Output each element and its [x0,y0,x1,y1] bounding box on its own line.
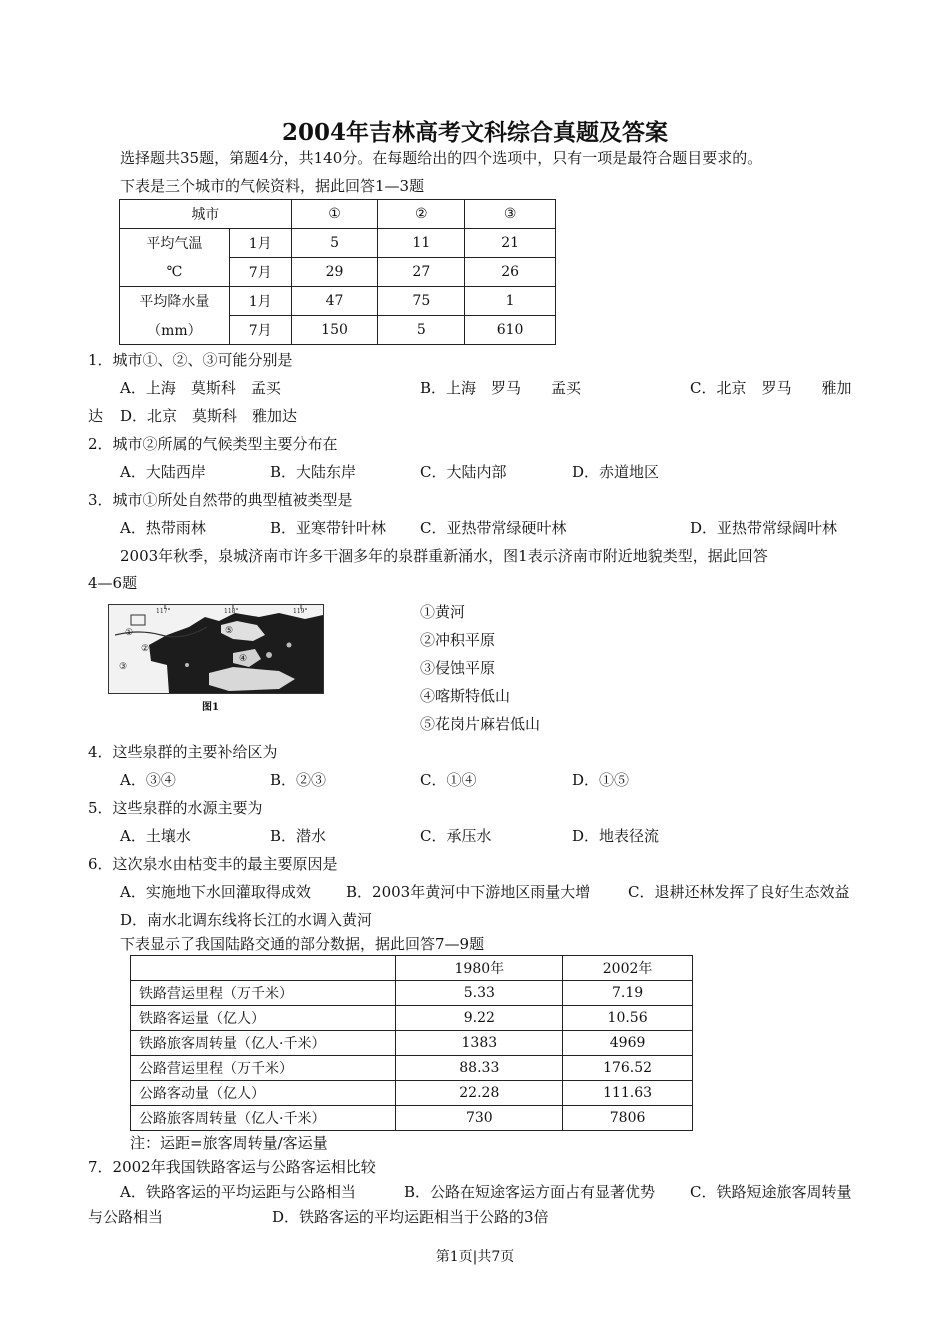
figure-label: 图1 [202,702,219,713]
q4-option-a: A．③④ [120,771,176,789]
row-label: 公路客动量（亿人） [131,1081,396,1106]
table-cell: 150 [291,316,378,345]
month-jul: 7月 [229,316,291,345]
header-blank [131,956,396,981]
table-row [131,981,693,1006]
lon-119-label: 119° [293,608,308,615]
header-2002: 2002年 [563,956,693,981]
legend-item: ②冲积平原 [420,631,496,649]
table-cell: 29 [291,258,378,287]
q3-option-c: C．亚热带常绿硬叶林 [420,519,567,537]
q6-stem: 6．这次泉水由枯变丰的最主要原因是 [88,855,338,873]
intro-text: 选择题共35题，第题4分，共140分。在每题给出的四个选项中，只有一项是最符合题目要求的。 [120,149,763,167]
row-label: 铁路营运里程（万千米） [131,981,396,1006]
lon-118-label: 118° [224,608,239,615]
table-cell: 47 [291,287,378,316]
legend-item: ①黄河 [420,603,466,621]
landform-map [108,604,324,694]
header-1980: 1980年 [396,956,563,981]
header-city-1: ① [291,200,378,229]
q7-option-c-cont: 与公路相当 [88,1208,164,1226]
lon-117-label: 117° [156,608,171,615]
table-cell: 7.19 [563,981,693,1006]
transport-table [130,955,693,1131]
table-cell: 5 [378,316,465,345]
q3-option-b: B．亚寒带针叶林 [270,519,387,537]
map-marker-2: ② [141,644,150,654]
row-label: 铁路旅客周转量（亿人·千米） [131,1031,396,1056]
month-jan: 1月 [229,287,291,316]
row-label: 铁路客运量（亿人） [131,1006,396,1031]
label-temp-b: ℃ [120,258,230,287]
climate-table [119,199,556,345]
row-label: 公路旅客周转量（亿人·千米） [131,1106,396,1131]
q4-option-d: D．①⑤ [572,771,630,789]
table-cell: 111.63 [563,1081,693,1106]
label-temp-a: 平均气温 [120,229,230,258]
q7-option-b: B．公路在短途客运方面占有显著优势 [404,1183,656,1201]
table-cell: 1383 [396,1031,563,1056]
table-cell: 176.52 [563,1056,693,1081]
page-title: 2004年吉林高考文科综合真题及答案 [281,119,668,146]
q6-option-b: B．2003年黄河中下游地区雨量大增 [346,883,591,901]
label-rain-b: （mm） [120,316,230,345]
month-jan: 1月 [229,229,291,258]
table-cell: 730 [396,1106,563,1131]
q1-stem: 1．城市①、②、③可能分别是 [88,351,293,369]
q5-option-c: C．承压水 [420,827,492,845]
q2-option-a: A．大陆西岸 [120,463,206,481]
table-row [131,1081,693,1106]
q2-stem: 2．城市②所属的气候类型主要分布在 [88,435,338,453]
legend-item: ⑤花岗片麻岩低山 [420,715,541,733]
table-row [131,1056,693,1081]
table-cell: 26 [465,258,556,287]
q6-option-d: D．南水北调东线将长江的水调入黄河 [120,911,373,929]
q2-option-c: C．大陆内部 [420,463,507,481]
row-label: 公路营运里程（万千米） [131,1056,396,1081]
q4-option-c: C．①④ [420,771,477,789]
q1-option-a: A．上海 莫斯科 孟买 [120,379,281,397]
q1-option-c: C．北京 罗马 雅加 [690,379,852,397]
q5-option-a: A．土壤水 [120,827,191,845]
table-cell: 5 [291,229,378,258]
table-row [131,1031,693,1056]
passage2-line1: 2003年秋季，泉城济南市许多干涸多年的泉群重新涌水，图1表示济南市附近地貌类型，据此回答 [120,547,768,565]
q5-option-b: B．潜水 [270,827,327,845]
header-city: 城市 [120,200,292,229]
q3-option-a: A．热带雨林 [120,519,206,537]
table-cell: 5.33 [396,981,563,1006]
map-marker-5: ⑤ [225,626,234,636]
map-graphic [109,605,323,693]
legend-item: ④喀斯特低山 [420,687,511,705]
table-row [131,1006,693,1031]
q3-stem: 3．城市①所处自然带的典型植被类型是 [88,491,353,509]
passage2-line2: 4—6题 [88,574,138,592]
q7-option-a: A．铁路客运的平均运距与公路相当 [120,1183,356,1201]
table-cell: 4969 [563,1031,693,1056]
table-cell: 75 [378,287,465,316]
q4-stem: 4．这些泉群的主要补给区为 [88,743,278,761]
q7-stem: 7．2002年我国铁路客运与公路客运相比较 [88,1158,376,1176]
table-cell: 11 [378,229,465,258]
q6-option-c: C．退耕还林发挥了良好生态效益 [628,883,850,901]
table-row [131,1106,693,1131]
table2-note: 注：运距=旅客周转量/客运量 [130,1134,328,1152]
table-cell: 1 [465,287,556,316]
table2-intro: 下表显示了我国陆路交通的部分数据，据此回答7—9题 [120,935,485,953]
q3-option-d: D．亚热带常绿阔叶林 [690,519,838,537]
q2-option-d: D．赤道地区 [572,463,660,481]
q2-option-b: B．大陆东岸 [270,463,357,481]
table-cell: 10.56 [563,1006,693,1031]
q7-option-c: C．铁路短途旅客周转量 [690,1183,852,1201]
q1-option-b: B．上海 罗马 孟买 [420,379,582,397]
table-cell: 7806 [563,1106,693,1131]
q1-option-c-cont: 达 [88,407,104,425]
legend-item: ③侵蚀平原 [420,659,496,677]
table1-intro: 下表是三个城市的气候资料，据此回答1—3题 [120,177,425,195]
table-cell: 88.33 [396,1056,563,1081]
q5-stem: 5．这些泉群的水源主要为 [88,799,263,817]
q4-option-b: B．②③ [270,771,327,789]
q6-option-a: A．实施地下水回灌取得成效 [120,883,311,901]
table-cell: 21 [465,229,556,258]
header-city-3: ③ [465,200,556,229]
table-cell: 610 [465,316,556,345]
q5-option-d: D．地表径流 [572,827,660,845]
table-cell: 9.22 [396,1006,563,1031]
label-rain-a: 平均降水量 [120,287,230,316]
map-marker-1: ① [125,628,134,638]
table-cell: 22.28 [396,1081,563,1106]
table-cell: 27 [378,258,465,287]
page-footer: 第1页|共7页 [435,1249,515,1265]
header-city-2: ② [378,200,465,229]
q7-option-d: D．铁路客运的平均运距相当于公路的3倍 [272,1208,549,1226]
map-marker-3: ③ [119,662,128,672]
month-jul: 7月 [229,258,291,287]
q1-option-d: D．北京 莫斯科 雅加达 [120,407,298,425]
map-marker-4: ④ [239,654,248,664]
